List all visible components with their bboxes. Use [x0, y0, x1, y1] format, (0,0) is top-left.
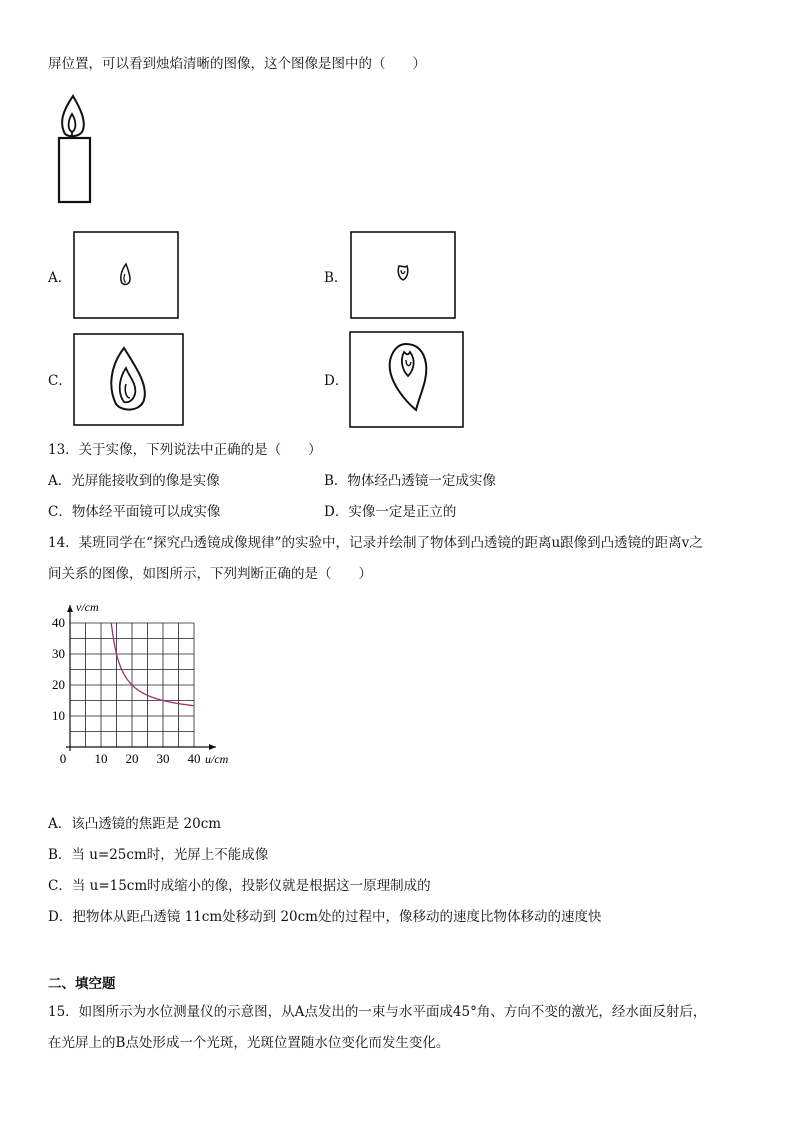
q14-option-c[interactable]: C．当 u=15cm时成缩小的像，投影仪就是根据这一原理制成的 [48, 878, 431, 894]
section-heading: 二、填空题 [48, 976, 116, 992]
q12-stem-tail: 屏位置，可以看到烛焰清晰的图像，这个图像是图中的（ ） [48, 56, 426, 72]
q14-option-a[interactable]: A．该凸透镜的焦距是 20cm [48, 816, 222, 832]
q14-option-b[interactable]: B．当 u=25cm时，光屏上不能成像 [48, 847, 269, 863]
q14-stem-line1: 14．某班同学在“探究凸透镜成像规律”的实验中，记录并绘制了物体到凸透镜的距离u跟像到凸透镜的距离v之 [48, 535, 703, 551]
y-tick-label: 20 [52, 677, 65, 692]
chart-axes [66, 605, 216, 751]
y-tick-label: 40 [52, 615, 65, 630]
x-tick-label: 0 [59, 751, 67, 766]
q12-option-c-label: C． [48, 373, 72, 389]
q15-line1: 15．如图所示为水位测量仪的示意图，从A点发出的一束与水平面成45°角、方向不变的激光，经水面反射后， [48, 1004, 707, 1020]
q13-option-b[interactable]: B．物体经凸透镜一定成实像 [324, 473, 496, 489]
q13-stem: 13．关于实像，下列说法中正确的是（ ） [48, 442, 322, 458]
q12-option-d-label: D． [324, 373, 349, 389]
chart-y-label: v/cm [76, 600, 99, 614]
q14-stem-line2: 间关系的图像，如图所示，下列判断正确的是（ ） [48, 566, 372, 582]
q12-option-d-image[interactable] [348, 330, 466, 430]
q12-option-c-image[interactable] [72, 332, 186, 428]
x-axis-arrow [209, 744, 216, 750]
chart-x-label: u/cm [205, 752, 229, 766]
x-tick-label: 20 [125, 751, 139, 766]
y-tick-label: 10 [52, 708, 65, 723]
x-tick-label: 30 [156, 751, 170, 766]
q13-option-d[interactable]: D．实像一定是正立的 [324, 504, 457, 520]
x-tick-label: 40 [187, 751, 201, 766]
chart-series-line [111, 623, 193, 706]
q13-option-a[interactable]: A．光屏能接收到的像是实像 [48, 473, 220, 489]
x-tick-label: 10 [94, 751, 108, 766]
candle-figure [50, 90, 100, 208]
q12-option-a-image[interactable] [72, 230, 182, 322]
q14-option-d[interactable]: D．把物体从距凸透镜 11cm处移动到 20cm处的过程中，像移动的速度比物体移动的速度快 [48, 909, 602, 925]
q14-uv-chart [40, 592, 250, 772]
q12-option-b-label: B． [324, 270, 348, 286]
y-axis-arrow [67, 605, 73, 612]
q12-option-b-image[interactable] [349, 230, 459, 322]
q13-option-c[interactable]: C．物体经平面镜可以成实像 [48, 504, 221, 520]
y-tick-label: 30 [52, 646, 65, 661]
q15-line2: 在光屏上的B点处形成一个光斑，光斑位置随水位变化而发生变化。 [48, 1035, 450, 1051]
q12-option-a-label: A． [48, 270, 72, 286]
